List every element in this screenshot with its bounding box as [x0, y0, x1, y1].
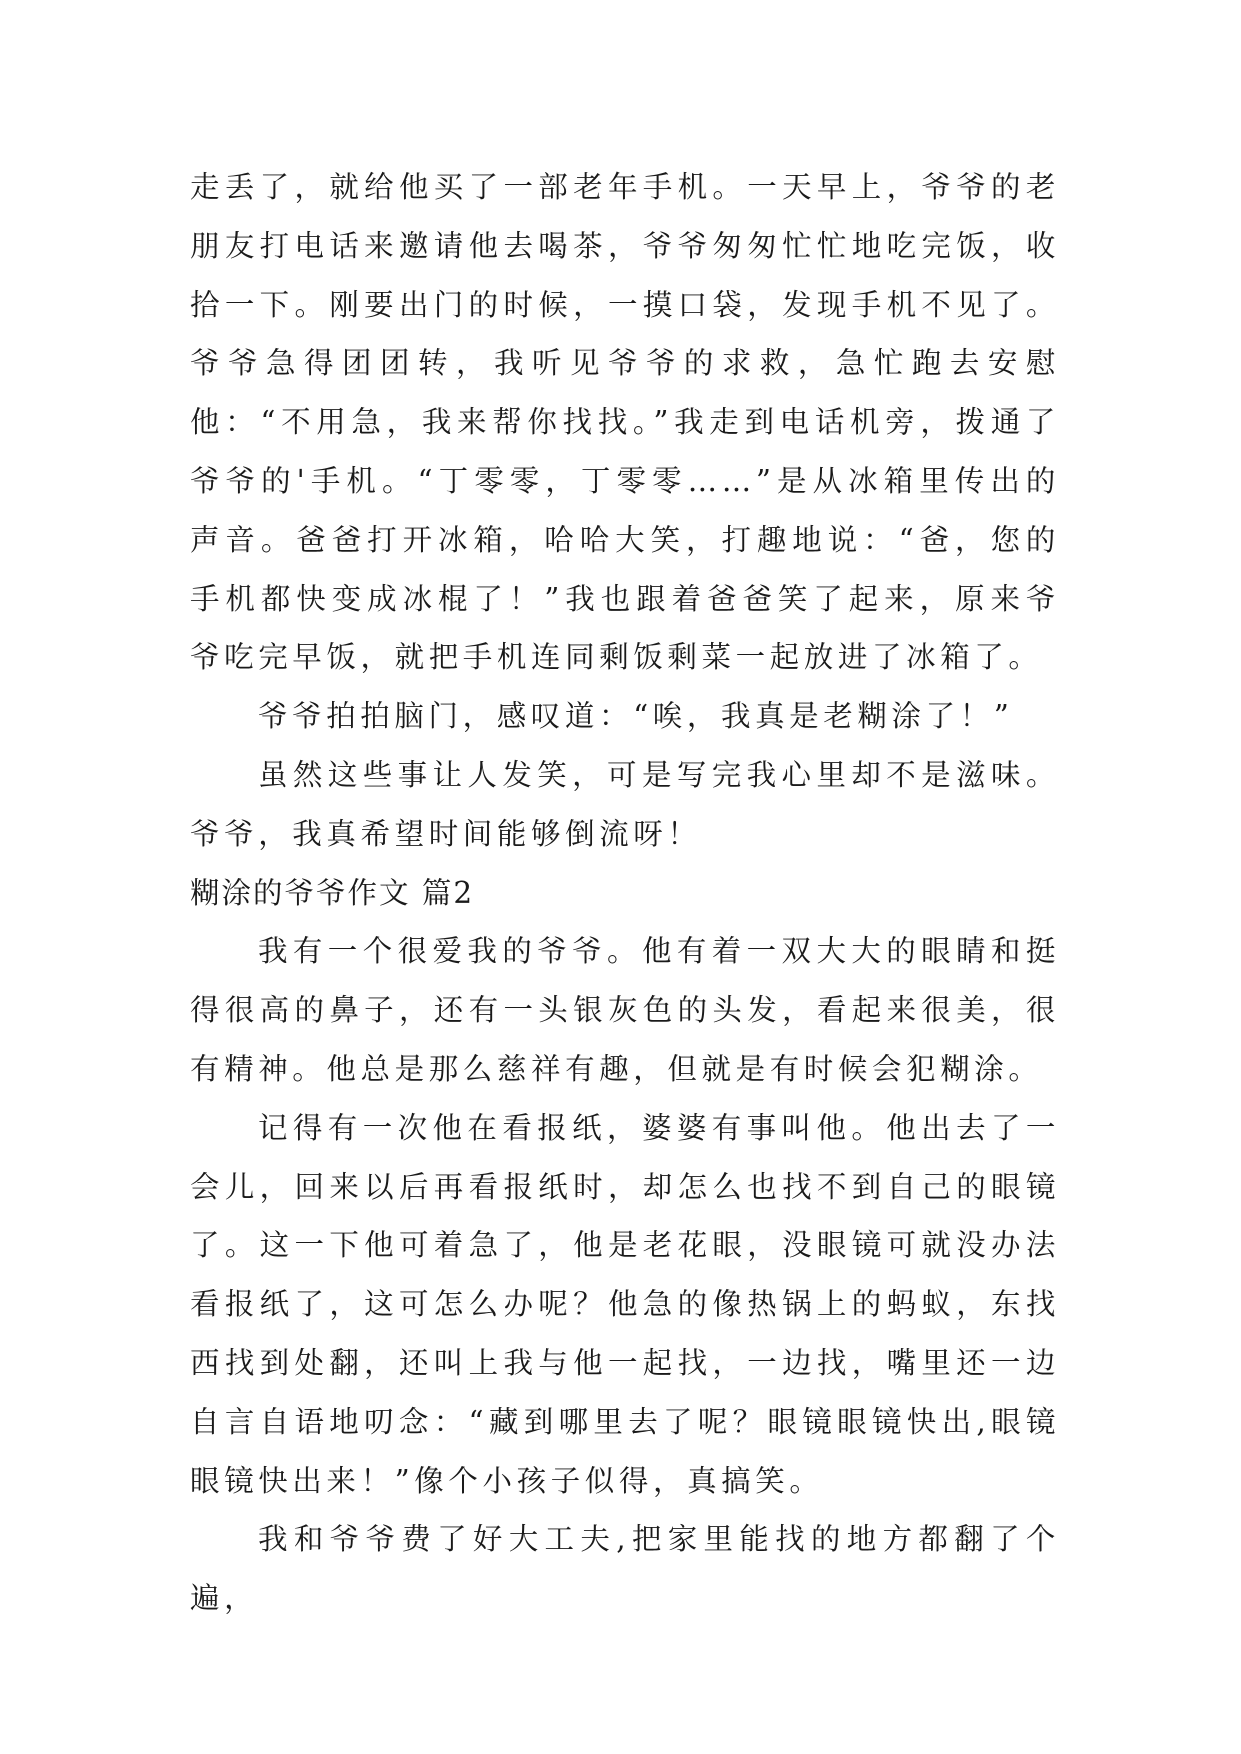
paragraph: 我有一个很爱我的爷爷。他有着一双大大的眼睛和挺得很高的鼻子，还有一头银灰色的头发，看起来很美，很有精神。他总是那么慈祥有趣，但就是有时候会犯糊涂。 [190, 934, 1060, 1086]
document-page [190, 158, 1060, 1628]
paragraph-continued: 走丢了，就给他买了一部老年手机。一天早上，爷爷的老朋友打电话来邀请他去喝茶，爷爷匆匆忙忙地吃完饭，收拾一下。刚要出门的时候，一摸口袋，发现手机不见了。爷爷急得团团转，我听见爷爷的求救，急忙跑去安慰他：“不用急，我来帮你找找。”我走到电话机旁，拨通了爷爷的'手机。“丁零零，丁零零……”是从冰箱里传出的声音。爸爸打开冰箱，哈哈大笑，打趣地说：“爸，您的手机都快变成冰棍了！”我也跟着爸爸笑了起来，原来爷爷吃完早饭，就把手机连同剩饭剩菜一起放进了冰箱了。 [190, 170, 1060, 675]
paragraph: 爷爷拍拍脑门，感叹道：“唉，我真是老糊涂了！” [258, 699, 1014, 734]
section-heading: 糊涂的爷爷作文 篇2 [190, 875, 475, 910]
paragraph: 记得有一次他在看报纸，婆婆有事叫他。他出去了一会儿，回来以后再看报纸时，却怎么也找不到自己的眼镜了。这一下他可着急了，他是老花眼，没眼镜可就没办法看报纸了，这可怎么办呢？他急的像热锅上的蚂蚁，东找西找到处翻，还叫上我与他一起找，一边找，嘴里还一边自言自语地叨念：“藏到哪里去了呢？眼镜眼镜快出,眼镜眼镜快出来！”像个小孩子似得，真搞笑。 [190, 1110, 1060, 1498]
paragraph: 虽然这些事让人发笑，可是写完我心里却不是滋味。爷爷，我真希望时间能够倒流呀！ [190, 757, 1060, 851]
paragraph: 我和爷爷费了好大工夫,把家里能找的地方都翻了个遍， [190, 1522, 1060, 1616]
